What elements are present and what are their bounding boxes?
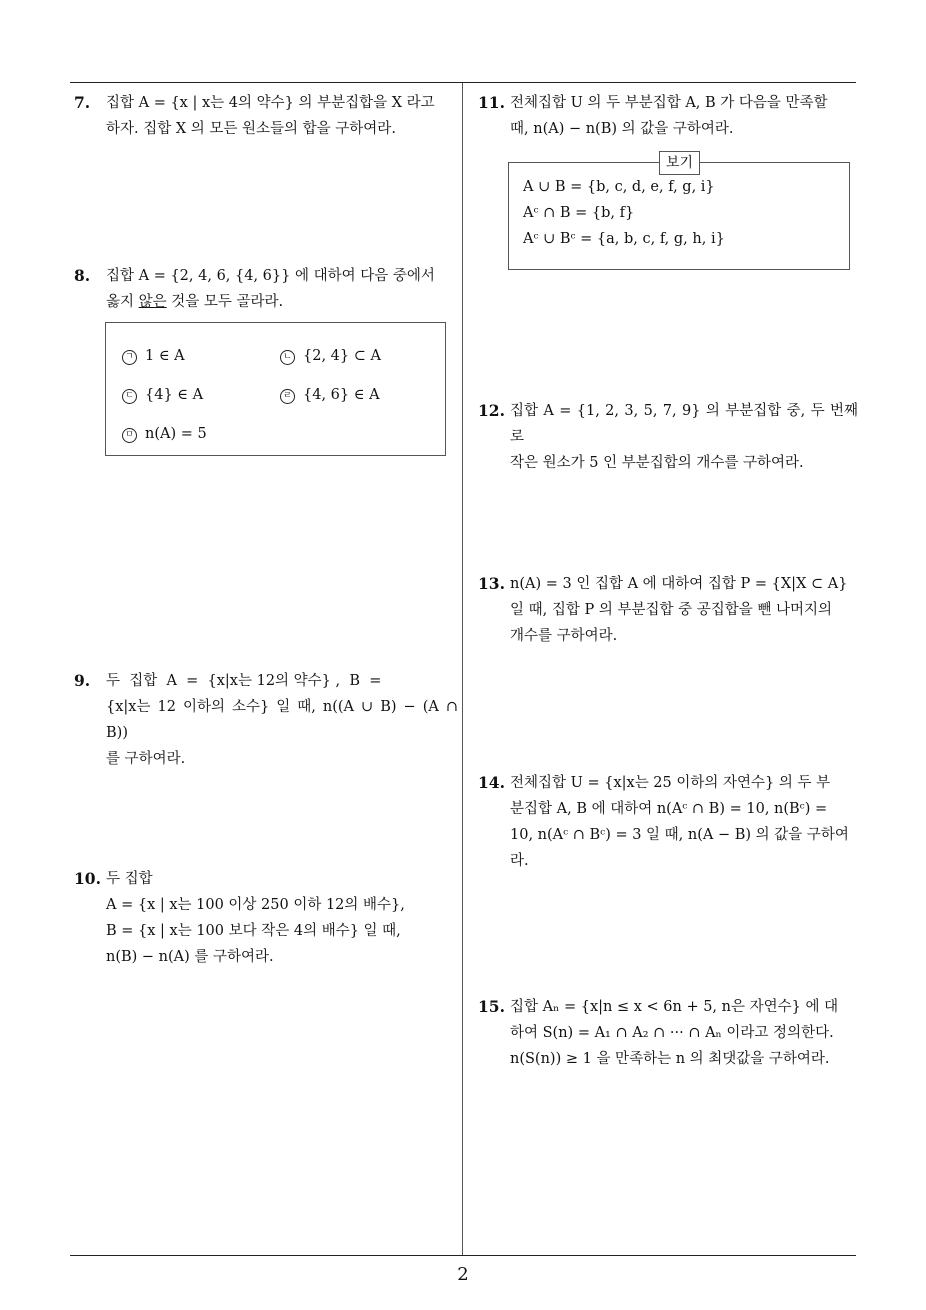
bogi-box: [508, 155, 850, 270]
question-text-line: 때, n(A) − n(B) 의 값을 구하여라.: [510, 121, 734, 137]
top-rule: [70, 82, 856, 83]
question-number: 13.: [478, 574, 505, 593]
question-text-line: 분집합 A, B 에 대하여 n(Aᶜ ∩ B) = 10, n(Bᶜ) =: [510, 801, 828, 817]
question-text-line: 10, n(Aᶜ ∩ Bᶜ) = 3 일 때, n(A − B) 의 값을 구하여: [510, 827, 849, 843]
question-number: 7.: [74, 93, 91, 112]
choice-text: 1 ∈ A: [145, 348, 185, 364]
question-text-line: 두 집합: [106, 871, 153, 887]
choice-text: {4, 6} ∈ A: [303, 387, 380, 403]
question-text-line: 두 집합 A = {x|x는 12의 약수} , B =: [106, 673, 382, 689]
choice-5: [122, 426, 207, 443]
question-text-line: 옳지 않은 것을 모두 골라라.: [106, 294, 284, 310]
column-divider: [462, 83, 463, 1255]
question-text-line: 전체집합 U = {x|x는 25 이하의 자연수} 의 두 부: [510, 775, 831, 791]
question-7: [74, 90, 458, 142]
question-text-line: n(A) = 3 인 집합 A 에 대하여 집합 P = {X|X ⊂ A}: [510, 576, 848, 592]
question-text-line: A = {x | x는 100 이상 250 이하 12의 배수},: [106, 897, 405, 913]
question-text-line: 를 구하여라.: [106, 751, 186, 767]
question-text-line: 하자. 집합 X 의 모든 원소들의 합을 구하여라.: [106, 121, 396, 137]
choice-mark: ㄴ: [280, 350, 295, 365]
page-number: 2: [457, 1264, 469, 1285]
choice-text: {4} ∈ A: [145, 387, 204, 403]
condition-line: Aᶜ ∩ B = {b, f}: [523, 205, 635, 221]
question-number: 15.: [478, 997, 505, 1016]
question-text-line: 하여 S(n) = A₁ ∩ A₂ ∩ ··· ∩ Aₙ 이라고 정의한다.: [510, 1025, 834, 1041]
question-text-line: n(B) − n(A) 를 구하여라.: [106, 949, 274, 965]
question-text-line: 개수를 구하여라.: [510, 628, 618, 644]
question-13: [478, 571, 858, 649]
question-10: [74, 866, 458, 970]
question-text-line: B = {x | x는 100 보다 작은 4의 배수} 일 때,: [106, 923, 401, 939]
choice-1: [122, 348, 185, 365]
choices-box: [105, 322, 446, 456]
question-text-line: 집합 A = {x | x는 4의 약수} 의 부분집합을 X 라고: [106, 95, 435, 111]
question-text-line: {x|x는 12 이하의 소수} 일 때, n((A ∪ B) − (A ∩ B)): [106, 699, 458, 741]
condition-line: Aᶜ ∪ Bᶜ = {a, b, c, f, g, h, i}: [523, 231, 725, 247]
question-text-line: 집합 Aₙ = {x|n ≤ x < 6n + 5, n은 자연수} 에 대: [510, 999, 839, 1015]
bottom-rule: [70, 1255, 856, 1256]
question-number: 8.: [74, 266, 91, 285]
question-text-line: 전체집합 U 의 두 부분집합 A, B 가 다음을 만족할: [510, 95, 828, 111]
condition-line: A ∪ B = {b, c, d, e, f, g, i}: [523, 179, 715, 195]
choice-mark: ㄷ: [122, 389, 137, 404]
question-text-line: 집합 A = {1, 2, 3, 5, 7, 9} 의 부분집합 중, 두 번째로: [510, 403, 858, 445]
choice-mark: ㅁ: [122, 428, 137, 443]
choice-2: [280, 348, 381, 365]
question-number: 11.: [478, 93, 505, 112]
question-number: 14.: [478, 773, 505, 792]
underlined-word: 않은: [138, 294, 167, 310]
question-9: [74, 668, 458, 772]
choice-4: [280, 387, 380, 404]
choice-text: {2, 4} ⊂ A: [303, 348, 381, 364]
bogi-title: 보기: [659, 151, 700, 175]
question-text-line: 작은 원소가 5 인 부분집합의 개수를 구하여라.: [510, 455, 804, 471]
choice-mark: ㄹ: [280, 389, 295, 404]
choice-text: n(A) = 5: [145, 426, 207, 442]
question-number: 9.: [74, 671, 91, 690]
choice-mark: ㄱ: [122, 350, 137, 365]
question-number: 12.: [478, 401, 505, 420]
question-11: [478, 90, 858, 142]
question-text-line: n(S(n)) ≥ 1 을 만족하는 n 의 최댓값을 구하여라.: [510, 1051, 830, 1067]
question-text-line: 집합 A = {2, 4, 6, {4, 6}} 에 대하여 다음 중에서: [106, 268, 435, 284]
question-number: 10.: [74, 869, 101, 888]
question-12: [478, 398, 858, 476]
question-text-line: 라.: [510, 853, 529, 869]
question-14: [478, 770, 858, 874]
question-text-line: 일 때, 집합 P 의 부분집합 중 공집합을 뺀 나머지의: [510, 602, 832, 618]
question-15: [478, 994, 858, 1072]
choice-3: [122, 387, 203, 404]
question-8: [74, 263, 458, 315]
